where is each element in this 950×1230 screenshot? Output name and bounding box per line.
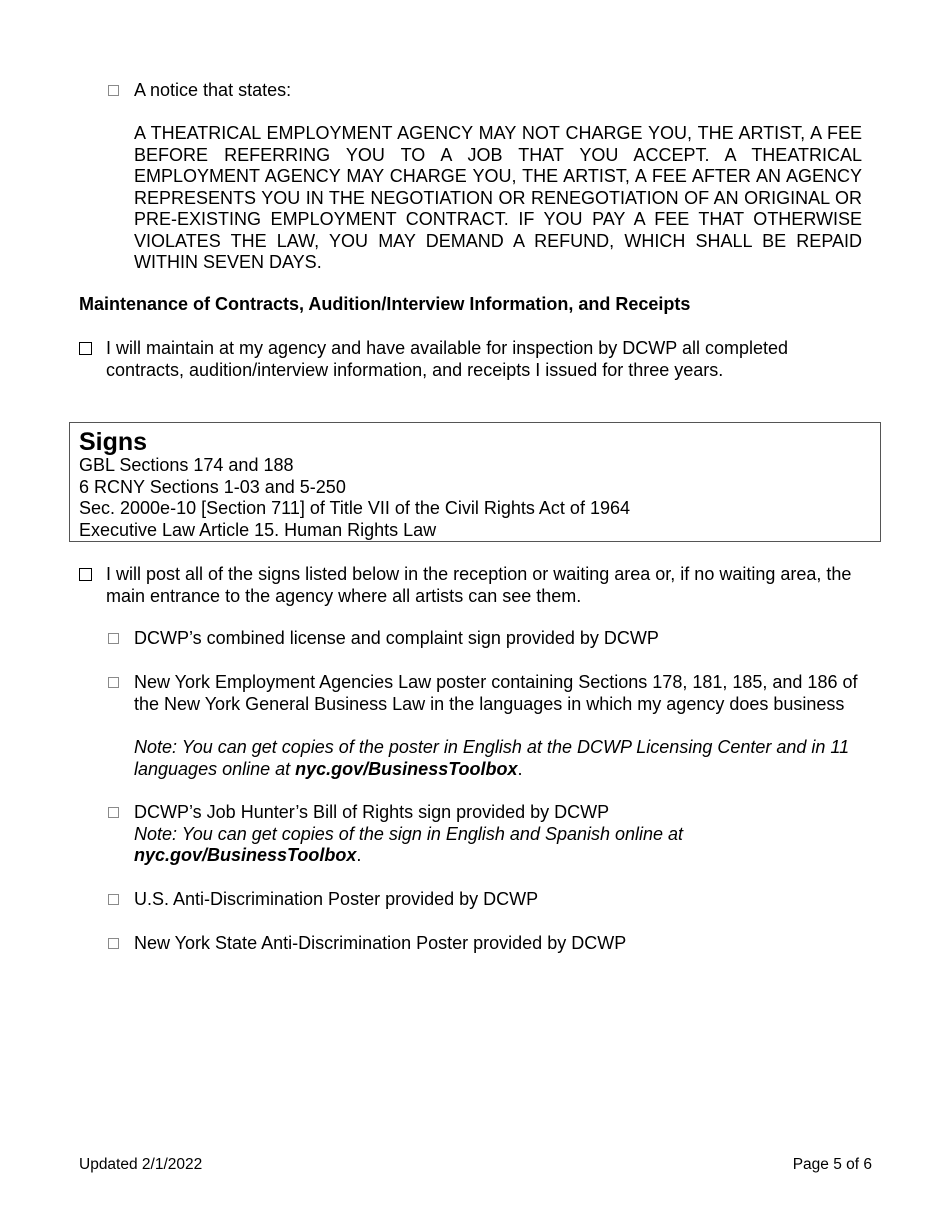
combined-sign-checkbox[interactable] (108, 633, 119, 644)
ny-law-poster-text: New York Employment Agencies Law poster containing Sections 178, 181, 185, and 186 of the New York General Business Law in the languages in which my agency does business (134, 672, 858, 714)
job-hunter-sign-text: DCWP’s Job Hunter’s Bill of Rights sign provided by DCWP (134, 802, 610, 822)
post-signs-text: I will post all of the signs listed below in the reception or waiting area or, if no waiting area, the main entrance to the agency where all artists can see them. (106, 564, 852, 606)
business-toolbox-link[interactable]: nyc.gov/BusinessToolbox (134, 845, 357, 865)
signs-title: Signs (79, 428, 148, 456)
notice-text: A THEATRICAL EMPLOYMENT AGENCY MAY NOT CHARGE YOU, THE ARTIST, A FEE BEFORE REFERRING YOU TO A JOB THAT YOU ACCEPT. A THEATRICAL EMPLOYMENT AGENCY MAY CHARGE YOU, THE ARTIST, A FEE AFTER AN AGENCY REPRESENTS YOU IN THE NEGOTIATION OR RENEGOTIATION OF AN ORIGINAL OR PRE-EXISTING EMPLOYMENT CONTRACT. IF YOU PAY A FEE THAT OTHERWISE VIOLATES THE LAW, YOU MAY DEMAND A REFUND, WHICH SHALL BE REPAID WITHIN SEVEN DAYS. (134, 123, 862, 272)
nys-anti-discrimination-text: New York State Anti-Discrimination Poster provided by DCWP (134, 933, 627, 953)
combined-sign-text: DCWP’s combined license and complaint sign provided by DCWP (134, 628, 659, 648)
us-anti-discrimination-checkbox[interactable] (108, 894, 119, 905)
maintenance-checkbox[interactable] (79, 342, 92, 355)
ny-law-poster-note-text: Note: You can get copies of the poster in English at the DCWP Licensing Center and in 11 languages online at (134, 737, 850, 779)
signs-section-box (69, 422, 881, 542)
nys-anti-discrimination-checkbox[interactable] (108, 938, 119, 949)
note-period: . (356, 845, 362, 865)
job-hunter-sign-note (134, 824, 734, 867)
business-toolbox-link[interactable]: nyc.gov/BusinessToolbox (295, 758, 518, 779)
job-hunter-sign-checkbox[interactable] (108, 807, 119, 818)
post-signs-checkbox[interactable] (79, 568, 92, 581)
signs-reference: Sec. 2000e-10 [Section 711] of Title VII of the Civil Rights Act of 1964 (79, 498, 630, 518)
footer-updated-date: Updated 2/1/2022 (79, 1156, 203, 1173)
signs-reference: 6 RCNY Sections 1-03 and 5-250 (79, 476, 346, 497)
notice-label: A notice that states: (134, 80, 292, 100)
maintenance-heading: Maintenance of Contracts, Audition/Interview Information, and Receipts (79, 294, 691, 314)
signs-reference: Executive Law Article 15. Human Rights Law (79, 519, 437, 540)
us-anti-discrimination-text: U.S. Anti-Discrimination Poster provided by DCWP (134, 889, 539, 909)
ny-law-poster-checkbox[interactable] (108, 677, 119, 688)
maintenance-item-text: I will maintain at my agency and have available for inspection by DCWP all completed contracts, audition/interview information, and receipts I issued for three years. (106, 338, 789, 380)
notice-checkbox[interactable] (108, 85, 119, 96)
footer-page-number: Page 5 of 6 (792, 1156, 872, 1173)
signs-reference: GBL Sections 174 and 188 (79, 455, 294, 475)
job-hunter-note-text: Note: You can get copies of the sign in English and Spanish online at (134, 823, 684, 844)
ny-law-poster-note (134, 737, 864, 780)
note-period: . (517, 758, 523, 779)
